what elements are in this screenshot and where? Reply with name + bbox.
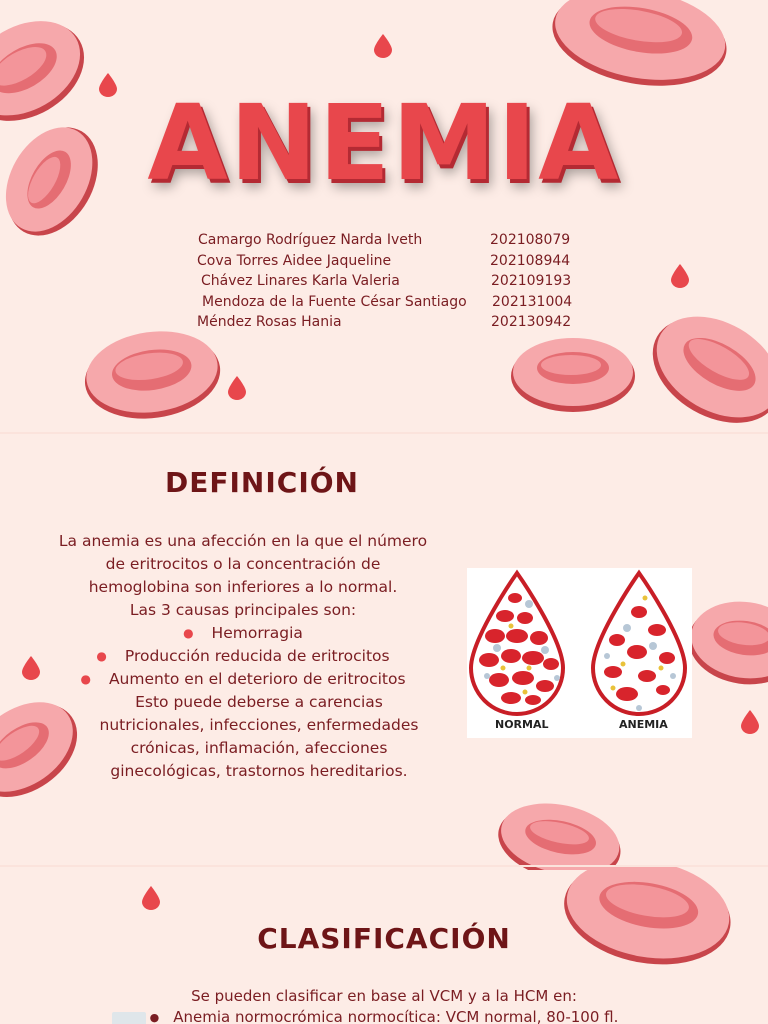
definition-text (58, 530, 428, 783)
author-row (197, 251, 610, 272)
definition-intro: La anemia es una afección en la que el número de eritrocitos o la concentración de hemoglobina son inferiores a lo normal. (58, 532, 428, 596)
red-blood-cell-icon (648, 300, 768, 435)
list-item: ● Anemia normocrómica normocítica: VCM normal, 80-100 fl. (149, 1008, 619, 1024)
definition-heading: DEFINICIÓN (165, 466, 359, 499)
red-blood-cell-icon (690, 590, 768, 690)
normal-vs-anemia-figure (467, 568, 692, 738)
section-divider (0, 865, 768, 867)
partial-image (112, 1012, 146, 1024)
author-name: Méndez Rosas Hania (197, 314, 342, 331)
bullet-icon: ● (149, 1011, 160, 1024)
author-name: Camargo Rodríguez Narda Iveth (198, 232, 423, 249)
list-item: ● Producción reducida de eritrocitos (96, 647, 390, 665)
causes-intro: Las 3 causas principales son: (129, 601, 357, 619)
author-id: 202130942 (491, 314, 572, 331)
author-list (190, 230, 610, 333)
author-id: 202108079 (490, 232, 571, 249)
classification-intro: Se pueden clasificar en base al VCM y a la HCM en: (191, 987, 577, 1005)
list-item: ● Aumento en el deterioro de eritrocitos (80, 670, 406, 688)
blood-drop-icon (671, 264, 689, 288)
page-title: ANEMIA (147, 82, 621, 204)
author-id: 202109193 (491, 273, 572, 290)
causes-list (58, 622, 428, 691)
red-blood-cell-icon (545, 0, 735, 90)
blood-drop-comparison-icon (467, 568, 692, 718)
figure-label-anemia: ANEMIA (619, 718, 668, 731)
author-name: Mendoza de la Fuente César Santiago (202, 293, 467, 310)
bullet-icon: ● (96, 649, 107, 663)
author-id: 202108944 (490, 252, 571, 269)
definition-extra: Esto puede deberse a carencias nutricionales, infecciones, enfermedades crónicas, inflamación, afecciones ginecológicas, trastornos hereditarios. (99, 693, 419, 780)
section-divider (0, 432, 768, 434)
red-blood-cell-icon (495, 795, 625, 870)
author-name: Chávez Linares Karla Valeria (201, 273, 400, 290)
blood-drop-icon (741, 710, 759, 734)
blood-drop-icon (228, 376, 246, 400)
red-blood-cell-icon (560, 865, 735, 975)
classification-heading: CLASIFICACIÓN (257, 922, 511, 955)
red-blood-cell-icon (508, 330, 638, 415)
author-row (202, 292, 610, 313)
author-row (201, 271, 610, 292)
blood-drop-icon (374, 34, 392, 58)
author-row (198, 230, 610, 251)
blood-drop-icon (22, 656, 40, 680)
red-blood-cell-icon (80, 322, 225, 422)
blood-drop-icon (142, 886, 160, 910)
bullet-icon: ● (80, 672, 91, 686)
list-item: ● Hemorragia (183, 624, 303, 642)
author-name: Cova Torres Aidee Jaqueline (197, 252, 392, 269)
bullet-icon: ● (183, 626, 194, 640)
author-id: 202131004 (492, 293, 573, 310)
author-row (197, 312, 610, 333)
figure-label-normal: NORMAL (495, 718, 549, 731)
